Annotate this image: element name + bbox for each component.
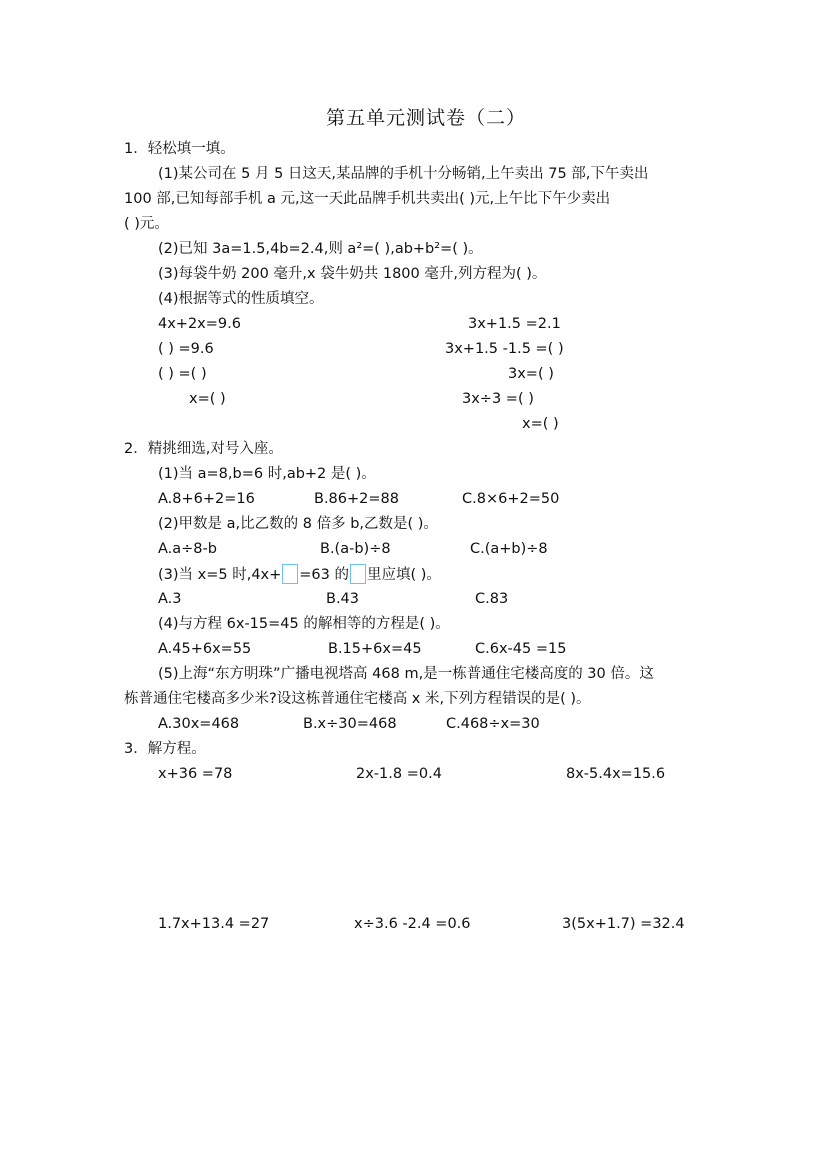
- question-1-2: (2)已知 3a=1.5,4b=2.4,则 a²=( ),ab+b²=( )。: [158, 241, 483, 257]
- option-2-2-a: A.a÷8-b: [158, 541, 217, 557]
- question-1-1-line1: (1)某公司在 5 月 5 日这天,某品牌的手机十分畅销,上午卖出 75 部,下午卖出: [158, 166, 649, 182]
- equation-left-step-2: ( ) =9.6: [158, 341, 214, 357]
- equation-left-step-3: ( ) =( ): [158, 366, 207, 382]
- option-2-5-b: B.x÷30=468: [303, 716, 397, 732]
- equation-right-step-3: 3x=( ): [508, 366, 554, 382]
- solve-equation-5: x÷3.6 -2.4 =0.6: [354, 916, 471, 932]
- section-1-heading: 1．轻松填一填。: [124, 141, 235, 157]
- option-2-5-a: A.30x=468: [158, 716, 240, 732]
- equation-right-step-2: 3x+1.5 -1.5 =( ): [445, 341, 564, 357]
- section-3-heading: 3．解方程。: [124, 741, 206, 757]
- equation-right-step-5: x=( ): [522, 416, 559, 432]
- solve-equation-1: x+36 =78: [158, 766, 233, 782]
- option-2-4-b: B.15+6x=45: [328, 641, 422, 657]
- question-1-3: (3)每袋牛奶 200 毫升,x 袋牛奶共 1800 毫升,列方程为( )。: [158, 266, 547, 282]
- question-2-5-line1: (5)上海“东方明珠”广播电视塔高 468 m,是一栋普通住宅楼高度的 30 倍。这: [158, 666, 654, 682]
- question-1-1-line2: 100 部,已知每部手机 a 元,这一天此品牌手机共卖出( )元,上午比下午少卖出: [124, 191, 611, 207]
- option-2-4-a: A.45+6x=55: [158, 641, 252, 657]
- question-2-5-line2: 栋普通住宅楼高多少米?设这栋普通住宅楼高 x 米,下列方程错误的是( )。: [124, 691, 591, 707]
- solve-equation-2: 2x-1.8 =0.4: [356, 766, 442, 782]
- option-2-2-b: B.(a-b)÷8: [320, 541, 391, 557]
- question-2-2: (2)甲数是 a,比乙数的 8 倍多 b,乙数是( )。: [158, 516, 438, 532]
- question-2-3: [158, 564, 441, 585]
- section-2-heading: 2．精挑细选,对号入座。: [124, 441, 283, 457]
- solve-equation-4: 1.7x+13.4 =27: [158, 916, 270, 932]
- option-2-2-c: C.(a+b)÷8: [470, 541, 548, 557]
- option-2-1-c: C.8×6+2=50: [462, 491, 560, 507]
- question-2-3-part2: =63 的: [299, 567, 349, 583]
- question-1-4: (4)根据等式的性质填空。: [158, 291, 324, 307]
- page-title: 第五单元测试卷（二）: [326, 107, 527, 129]
- option-2-1-b: B.86+2=88: [314, 491, 399, 507]
- equation-right-step-4: 3x÷3 =( ): [462, 391, 534, 407]
- answer-box: [350, 564, 366, 584]
- option-2-5-c: C.468÷x=30: [446, 716, 540, 732]
- option-2-3-b: B.43: [326, 591, 360, 607]
- option-2-4-c: C.6x-45 =15: [475, 641, 567, 657]
- option-2-3-c: C.83: [475, 591, 509, 607]
- option-2-3-a: A.3: [158, 591, 182, 607]
- solve-equation-3: 8x-5.4x=15.6: [566, 766, 666, 782]
- question-2-1: (1)当 a=8,b=6 时,ab+2 是( )。: [158, 466, 376, 482]
- question-2-3-part3: 里应填( )。: [367, 567, 441, 583]
- question-1-1-line3: ( )元。: [124, 216, 169, 232]
- equation-right-step-1: 3x+1.5 =2.1: [468, 316, 561, 332]
- equation-left-step-1: 4x+2x=9.6: [158, 316, 241, 332]
- solve-equation-6: 3(5x+1.7) =32.4: [562, 916, 685, 932]
- question-2-3-part1: (3)当 x=5 时,4x+: [158, 567, 282, 583]
- option-2-1-a: A.8+6+2=16: [158, 491, 255, 507]
- equation-left-step-4: x=( ): [189, 391, 226, 407]
- question-2-4: (4)与方程 6x-15=45 的解相等的方程是( )。: [158, 616, 450, 632]
- answer-box: [282, 564, 298, 584]
